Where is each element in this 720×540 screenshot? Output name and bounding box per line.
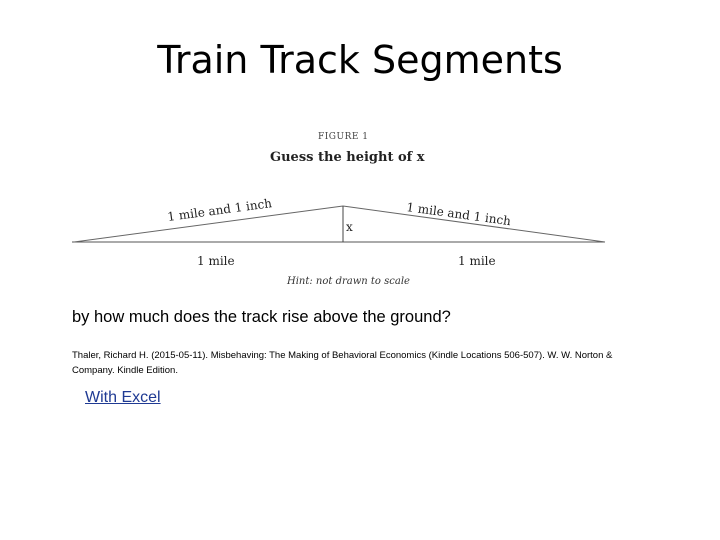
figure-label: FIGURE 1 bbox=[318, 132, 369, 142]
with-excel-link[interactable]: With Excel bbox=[85, 389, 161, 406]
right-track-label: 1 mile and 1 inch bbox=[405, 200, 512, 229]
slide-title: Train Track Segments bbox=[157, 38, 563, 82]
figure-title: Guess the height of x bbox=[270, 150, 425, 165]
question-text: by how much does the track rise above the ground? bbox=[72, 308, 451, 326]
height-label: x bbox=[346, 220, 353, 234]
citation-text: Thaler, Richard H. (2015-05-11). Misbehaving: The Making of Behavioral Economics (Kindle Locations 506-507). W. W. Norton & Company. Kindle Edition. bbox=[72, 350, 613, 376]
right-ground-label: 1 mile bbox=[458, 254, 496, 268]
left-track-label: 1 mile and 1 inch bbox=[166, 196, 273, 224]
hint-text: Hint: not drawn to scale bbox=[287, 276, 410, 287]
track-figure bbox=[60, 118, 620, 293]
left-ground-label: 1 mile bbox=[197, 254, 235, 268]
track-diagram bbox=[60, 118, 620, 293]
